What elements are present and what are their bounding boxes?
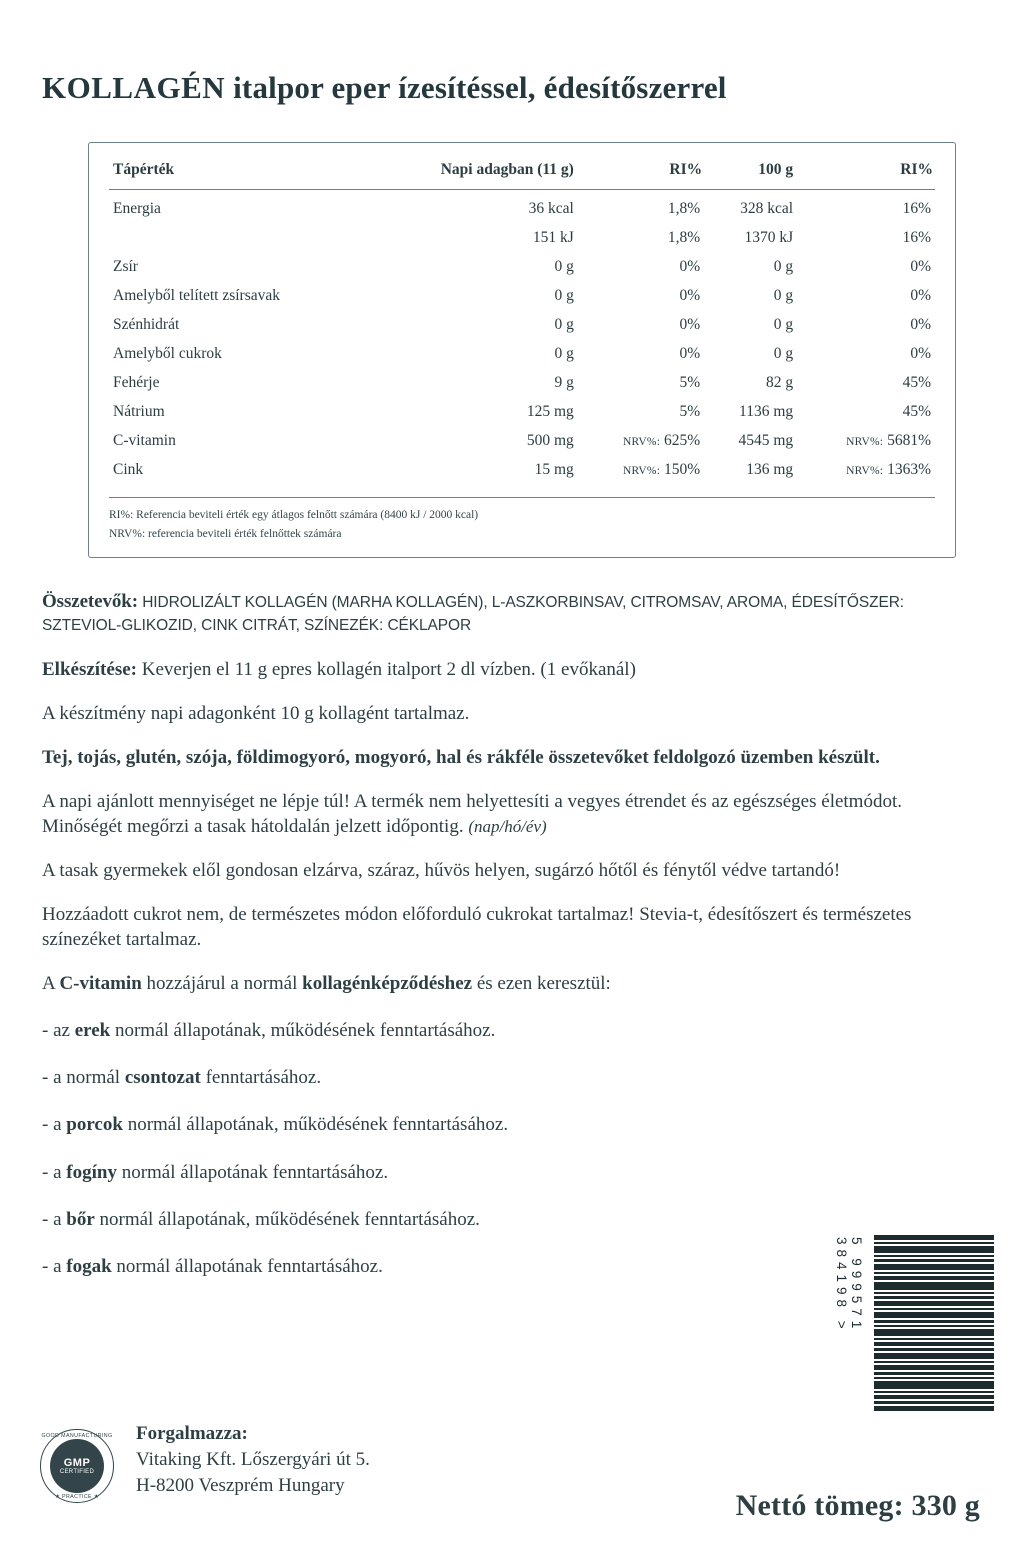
barcode: [834, 1235, 994, 1411]
table-row: [109, 369, 935, 398]
claim-keyword: fogak: [66, 1255, 112, 1277]
allergen-statement: Tej, tojás, glutén, szója, földimogyoró, mogyoró, hal és rákféle összetevőket feldolgozó üzemben készült.: [42, 746, 880, 768]
column-header-nutrient: Tápérték: [109, 157, 369, 190]
barcode-bars: [874, 1235, 994, 1411]
nutrient-name: Zsír: [113, 258, 138, 275]
table-row: [109, 456, 935, 485]
nutrient-serving-value: 125 mg: [526, 403, 574, 420]
preparation-paragraph: [42, 657, 982, 682]
nutrient-ri-per100: 0%: [910, 345, 931, 362]
column-header-serving: Napi adagban (11 g): [369, 157, 578, 190]
nutrient-serving-value: 0 g: [554, 258, 574, 275]
nutrient-serving-value: 0 g: [554, 345, 574, 362]
nutrient-ri-serving: 1,8%: [667, 229, 701, 246]
claim-suffix: normál állapotának, működésének fenntartásához.: [110, 1020, 496, 1042]
nutrient-per100-value: 1136 mg: [739, 403, 794, 420]
footer: [40, 1415, 984, 1525]
nutrient-ri-serving: 5%: [679, 374, 701, 391]
warning-paragraph: [42, 789, 982, 839]
claim-prefix: - a: [42, 1255, 67, 1277]
nutrient-name: Energia: [113, 200, 161, 217]
table-row: [109, 340, 935, 369]
nutrient-ri-per100: 0%: [910, 258, 931, 275]
claim-keyword: erek: [74, 1020, 111, 1042]
table-row: [109, 253, 935, 282]
nrv-prefix: NRV%:: [622, 465, 661, 477]
table-row: [109, 427, 935, 456]
claim-keyword: fogíny: [66, 1161, 117, 1183]
nutrient-ri-serving: 0%: [679, 258, 701, 275]
nutrient-per100-value: 1370 kJ: [744, 229, 794, 246]
claim-suffix: normál állapotának, működésének fenntartásához.: [94, 1208, 480, 1230]
claim-lead-bold1: C-vitamin: [59, 973, 142, 995]
nutrient-ri-per100: 16%: [902, 200, 931, 217]
nutrient-name: Nátrium: [113, 403, 165, 420]
brand-name: KOLLAGÉN: [42, 70, 226, 105]
health-claim-item: [42, 1065, 982, 1090]
page-title: [42, 70, 984, 106]
health-claim-item: [42, 1018, 982, 1043]
nutrient-name: Cink: [113, 461, 144, 478]
nutrient-ri-per100: 16%: [902, 229, 931, 246]
date-format-hint: (nap/hó/év): [468, 816, 547, 836]
nutrient-ri-per100: [797, 456, 935, 485]
column-header-per-100g: 100 g: [704, 157, 797, 190]
column-header-ri-serving: RI%: [578, 157, 704, 190]
nutrient-ri-serving: 5%: [679, 403, 701, 420]
table-row: [109, 398, 935, 427]
nutrient-serving-value: 9 g: [554, 374, 574, 391]
gmp-certified-seal-icon: [40, 1429, 114, 1503]
nutrition-table: [109, 157, 935, 485]
nutrient-per100-value: 136 mg: [746, 461, 794, 478]
nutrient-per100-value: 0 g: [773, 287, 794, 304]
preparation-label: Elkészítése:: [42, 658, 137, 680]
claim-prefix: - a: [42, 1161, 67, 1183]
table-row: [109, 311, 935, 340]
preparation-text: Keverjen el 11 g epres kollagén italport 2 dl vízben. (1 evőkanál): [136, 658, 636, 680]
health-claim-item: [42, 1160, 982, 1185]
nutrient-serving-value: 36 kcal: [528, 200, 574, 217]
nutrient-per100-value: 0 g: [773, 258, 794, 275]
distributor-address-line-1: Vitaking Kft. Lőszergyári út 5.: [136, 1449, 370, 1471]
claim-lead-bold2: kollagénképződéshez: [302, 973, 473, 995]
claim-prefix: - a normál: [42, 1067, 125, 1089]
claim-suffix: fenntartásához.: [200, 1067, 322, 1089]
nutrient-name: C-vitamin: [113, 432, 176, 449]
distributor-address-line-2: H-8200 Veszprém Hungary: [136, 1475, 345, 1497]
claim-prefix: - az: [42, 1020, 75, 1042]
table-header-row: [109, 157, 935, 190]
nutrient-ri-serving: 0%: [679, 345, 701, 362]
nutrient-ri-serving: [578, 456, 704, 485]
table-row: [109, 190, 935, 224]
nrv-value: 5681%: [887, 432, 931, 449]
nutrient-ri-serving: 1,8%: [667, 200, 701, 217]
ingredients-paragraph: [42, 588, 982, 638]
footnote-nrv: NRV%: referencia beviteli érték felnőttek számára: [109, 528, 342, 541]
ingredients-label: Összetevők:: [42, 590, 138, 612]
storage-paragraph: A tasak gyermekek elől gondosan elzárva, száraz, hűvös helyen, sugárzó hőtől és fénytől védve tartandó!: [42, 860, 841, 881]
nutrition-footnotes: [109, 497, 935, 545]
nutrient-per100-value: 82 g: [766, 374, 794, 391]
distributor-label: Forgalmazza:: [136, 1423, 248, 1444]
health-claim-item: [42, 1112, 982, 1137]
nutrient-name: Fehérje: [113, 374, 160, 391]
health-claim-item: [42, 1207, 982, 1232]
footnote-ri: RI%: Referencia beviteli érték egy átlagos felnőtt számára (8400 kJ / 2000 kcal): [109, 508, 479, 521]
nrv-prefix: NRV%:: [846, 465, 884, 477]
claim-keyword: porcok: [66, 1114, 123, 1136]
claim-lead-part2: hozzájárul a normál: [141, 973, 303, 995]
nutrient-ri-serving: [578, 427, 704, 456]
label-body-text: [42, 588, 982, 1279]
nutrient-ri-per100: 45%: [902, 374, 931, 391]
nrv-prefix: NRV%:: [846, 436, 884, 448]
claim-prefix: - a: [42, 1208, 67, 1230]
claim-lead-part1: A: [42, 973, 60, 995]
nrv-value: 150%: [663, 461, 701, 478]
product-descriptor: italpor eper ízesítéssel, édesítőszerrel: [225, 70, 727, 105]
nutrition-table-body: [109, 190, 935, 485]
nutrient-name: Amelyből cukrok: [113, 345, 222, 362]
nutrient-ri-serving: 0%: [679, 287, 701, 304]
nutrient-serving-value: 15 mg: [534, 461, 574, 478]
table-row: [109, 224, 935, 253]
claim-keyword: csontozat: [124, 1067, 201, 1089]
nutrient-ri-per100: 45%: [902, 403, 931, 420]
warning-text: A napi ajánlott mennyiséget ne lépje túl! A termék nem helyettesíti a vegyes étrendet és az egészséges életmódot. Minőségét megőrzi a tasak hátoldalán jelzett időpontig.: [42, 790, 902, 837]
nutrient-serving-value: 151 kJ: [532, 229, 574, 246]
gmp-arc-top-text: GOOD MANUFACTURING: [41, 1432, 113, 1439]
nrv-prefix: NRV%:: [622, 436, 661, 448]
table-row: [109, 282, 935, 311]
gmp-certified-label: CERTIFIED: [59, 1468, 95, 1475]
claim-lead-part3: és ezen keresztül:: [472, 973, 611, 995]
claim-suffix: normál állapotának fenntartásához.: [116, 1161, 389, 1183]
nutrient-name: [109, 224, 369, 253]
nutrient-name: Szénhidrát: [113, 316, 180, 333]
claim-prefix: - a: [42, 1114, 67, 1136]
claim-suffix: normál állapotának fenntartásához.: [111, 1255, 383, 1277]
nutrient-ri-per100: [797, 427, 935, 456]
ingredients-text: HIDROLIZÁLT KOLLAGÉN (MARHA KOLLAGÉN), L-ASZKORBINSAV, CITROMSAV, AROMA, ÉDESÍTŐSZER: SZTEVIOL-GLIKOZID, CINK CITRÁT, SZÍNEZÉK: CÉKLAPOR: [42, 593, 905, 635]
sugar-note-paragraph: Hozzáadott cukrot nem, de természetes módon előforduló cukrokat tartalmaz! Stevia-t, édesítőszert és természetes színezéket tartalmaz.: [42, 904, 912, 951]
daily-dose-paragraph: A készítmény napi adagonként 10 g kollagént tartalmaz.: [42, 702, 470, 724]
nutrient-ri-per100: 0%: [910, 316, 931, 333]
column-header-ri-100g: RI%: [797, 157, 935, 190]
claim-suffix: normál állapotának, működésének fenntartásához.: [122, 1114, 509, 1136]
claim-keyword: bőr: [66, 1208, 95, 1230]
nutrition-table-container: [88, 142, 956, 558]
distributor-block: [136, 1421, 370, 1500]
barcode-digits: 5 999571 384198 >: [834, 1237, 864, 1334]
nutrient-per100-value: 0 g: [773, 316, 794, 333]
gmp-label: GMP: [63, 1456, 91, 1469]
nutrient-per100-value: 328 kcal: [740, 200, 794, 217]
nutrient-serving-value: 0 g: [554, 287, 574, 304]
nrv-value: 625%: [663, 432, 701, 449]
net-weight: Nettó tömeg: 330 g: [735, 1489, 980, 1522]
nutrient-per100-value: 0 g: [773, 345, 794, 362]
nutrient-serving-value: 0 g: [554, 316, 574, 333]
nutrient-serving-value: 500 mg: [526, 432, 574, 449]
nutrient-name: Amelyből telített zsírsavak: [113, 287, 281, 304]
gmp-arc-bottom-text: ★ PRACTICE ★: [54, 1493, 100, 1500]
nrv-value: 1363%: [887, 461, 931, 478]
nutrient-per100-value: 4545 mg: [738, 432, 794, 449]
nutrient-ri-serving: 0%: [679, 316, 701, 333]
health-claim-lead: [42, 971, 982, 996]
nutrient-ri-per100: 0%: [910, 287, 931, 304]
